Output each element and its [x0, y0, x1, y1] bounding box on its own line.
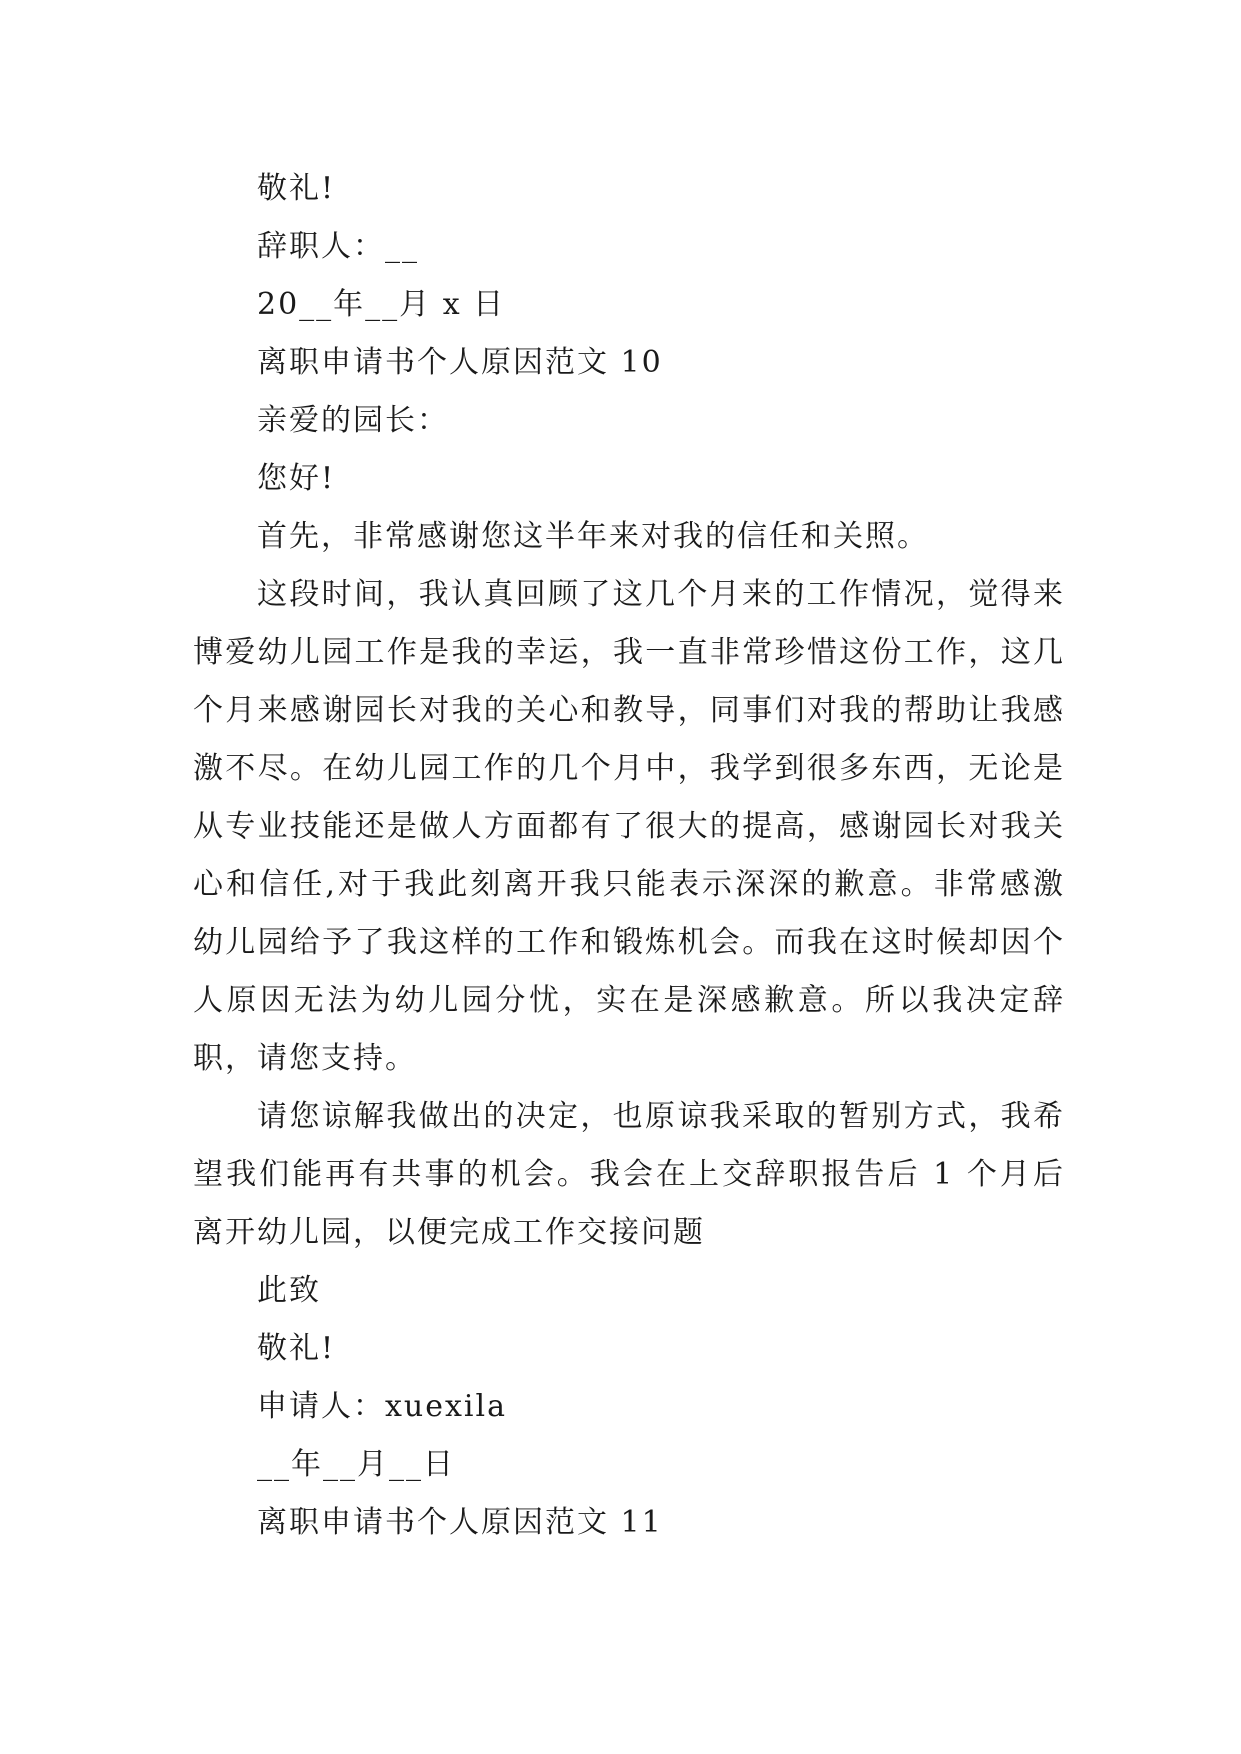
applicant-line: 申请人：xuexila: [257, 1389, 507, 1424]
resigner-line: 辞职人：__: [257, 229, 419, 264]
document-body: [193, 160, 1065, 1552]
body-paragraph-1: 这段时间，我认真回顾了这几个月来的工作情况，觉得来博爱幼儿园工作是我的幸运，我一直非常珍惜这份工作，这几个月来感谢园长对我的关心和教导，同事们对我的帮助让我感激不尽。在幼儿园工作的几个月中，我学到很多东西，无论是从专业技能还是做人方面都有了很大的提高，感谢园长对我关心和信任,对于我此刻离开我只能表示深深的歉意。非常感激幼儿园给予了我这样的工作和锻炼机会。而我在这时候却因个人原因无法为幼儿园分忧，实在是深感歉意。所以我决定辞职，请您支持。: [193, 577, 1065, 1076]
closing-salute-2: 敬礼!: [257, 1331, 336, 1366]
body-paragraph-2: 请您谅解我做出的决定，也原谅我采取的暂别方式，我希望我们能再有共事的机会。我会在上交辞职报告后 1 个月后离开幼儿园，以便完成工作交接问题: [193, 1099, 1065, 1250]
section-title-2: 离职申请书个人原因范文 11: [257, 1505, 663, 1540]
closing-phrase: 此致: [257, 1273, 321, 1308]
date-line: 20__年__月 x 日: [257, 287, 506, 322]
salutation: 亲爱的园长：: [257, 403, 449, 438]
opening-sentence: 首先，非常感谢您这半年来对我的信任和关照。: [257, 519, 929, 554]
closing-salute: 敬礼!: [257, 171, 336, 206]
greeting: 您好!: [257, 461, 336, 496]
date-line-2: __年__月__日: [257, 1447, 455, 1482]
section-title: 离职申请书个人原因范文 10: [257, 345, 663, 380]
